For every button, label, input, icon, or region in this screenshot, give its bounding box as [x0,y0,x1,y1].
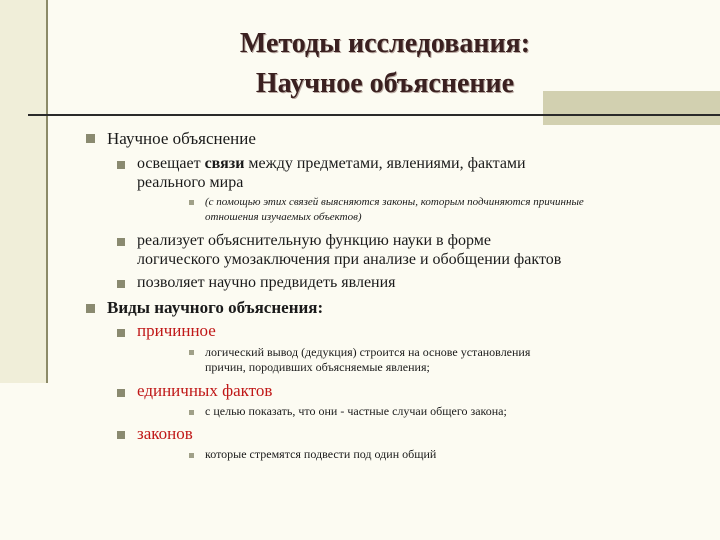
left-decor-band [0,0,48,383]
kind-laws: законов [137,424,193,443]
title-line-1: Методы исследования: [239,28,531,59]
bullet-l3 [189,410,194,415]
bullet-l2 [117,329,125,337]
kind-causal-note [205,345,705,375]
kind-causal: причинное [137,321,216,340]
note1-line1: (с помощью этих связей выясняются законы, которым подчиняются причинные [205,196,584,208]
slide-title [150,24,620,104]
section1-item1 [137,154,697,192]
kind-single-facts-note: с целью показать, что они - частные случаи общего закона; [205,404,507,418]
bullet-l3 [189,350,194,355]
title-line-2: Научное объяснение [255,68,515,99]
item1-line2: реального мира [137,174,244,191]
bullet-l2 [117,238,125,246]
item1-bold: связи [204,155,245,172]
bullet-l2 [117,389,125,397]
item1-pre: освещает [137,155,205,172]
item1-rest: между предметами, явлениями, фактами [244,155,526,172]
kind-single-facts: единичных фактов [137,381,273,400]
bullet-l1 [86,134,95,143]
bullet-l1 [86,304,95,313]
section2-heading: Виды научного объяснения: [107,298,324,317]
kind1-note-line2: причин, породивших объясняемые явления; [205,360,430,374]
kind1-note-line1: логический вывод (дедукция) строится на основе установления [205,345,531,359]
kind-laws-note: которые стремятся подвести под один общий [205,447,437,461]
note1-line2: отношения изучаемых объектов) [205,211,362,223]
bullet-l3 [189,200,194,205]
item2-line1: реализует объяснительную функцию науки в форме [137,232,491,249]
section1-item1-note [205,195,705,225]
section1-heading: Научное объяснение [107,129,256,148]
bullet-l3 [189,453,194,458]
item2-line2: логического умозаключения при анализе и обобщении фактов [137,251,562,268]
bullet-l2 [117,161,125,169]
bullet-l2 [117,431,125,439]
section1-item3: позволяет научно предвидеть явления [137,274,396,291]
title-divider [28,114,720,116]
section1-item2 [137,231,697,269]
bullet-l2 [117,280,125,288]
